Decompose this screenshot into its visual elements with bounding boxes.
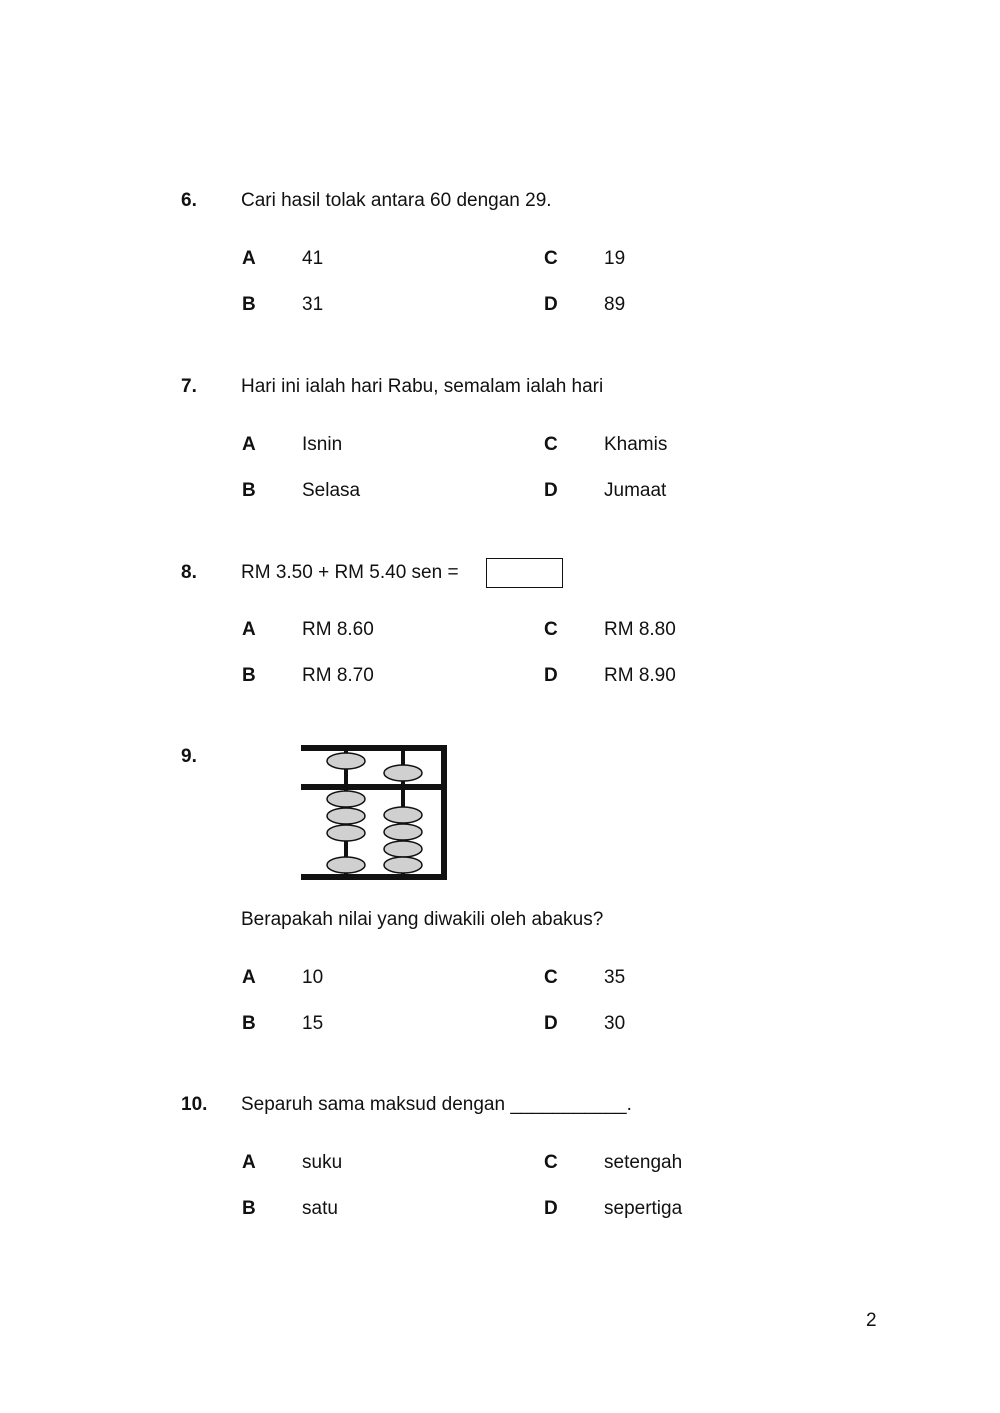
option-value: Jumaat [604,480,667,501]
option-letter: B [242,1198,256,1219]
option-letter: A [242,434,256,455]
abacus-right-bar [441,745,447,880]
option-letter: D [544,665,558,686]
option-letter: D [544,294,558,315]
abacus-middle-bar [301,784,447,790]
option-value: 35 [604,967,626,988]
abacus-beads-ones [384,765,422,873]
option-value: 31 [302,294,324,315]
question-number: 7. [181,376,197,397]
option-letter: B [242,480,256,501]
question-number: 10. [181,1094,208,1115]
abacus-bead [384,807,422,823]
abacus-bead [327,753,365,769]
question-text: Hari ini ialah hari Rabu, semalam ialah hari [241,376,604,397]
option-letter: D [544,1013,558,1034]
option-letter: C [544,967,558,988]
option-value: RM 8.60 [302,619,374,640]
question-number: 6. [181,190,197,211]
option-value: sepertiga [604,1198,683,1219]
option-letter: A [242,248,256,269]
abacus-bead [327,808,365,824]
abacus-bead [384,765,422,781]
option-letter: A [242,619,256,640]
abacus-figure [298,742,454,884]
question-text: RM 3.50 + RM 5.40 sen = [241,562,459,583]
option-letter: B [242,665,256,686]
option-value: 15 [302,1013,324,1034]
option-letter: B [242,1013,256,1034]
option-letter: B [242,294,256,315]
abacus-bead [327,825,365,841]
option-value: RM 8.70 [302,665,374,686]
option-value: suku [302,1152,343,1173]
option-value: Khamis [604,434,668,455]
abacus-top-bar [301,745,447,751]
option-value: 19 [604,248,626,269]
option-value: 30 [604,1013,626,1034]
option-letter: A [242,1152,256,1173]
question-text: Cari hasil tolak antara 60 dengan 29. [241,190,552,211]
option-value: Selasa [302,480,361,501]
question-number: 9. [181,746,197,767]
abacus-bead [327,791,365,807]
option-letter: C [544,248,558,269]
abacus-bead [327,857,365,873]
option-value: RM 8.90 [604,665,676,686]
abacus-bead [384,824,422,840]
page-number: 2 [866,1310,877,1331]
option-letter: C [544,1152,558,1173]
option-value: 10 [302,967,324,988]
option-letter: C [544,434,558,455]
question-number: 8. [181,562,197,583]
option-value: 89 [604,294,626,315]
option-letter: A [242,967,256,988]
question-text: Berapakah nilai yang diwakili oleh abakus? [241,909,604,930]
option-value: Isnin [302,434,343,455]
option-value: satu [302,1198,338,1219]
question-text: Separuh sama maksud dengan ___________. [241,1094,632,1115]
option-letter: D [544,1198,558,1219]
option-value: 41 [302,248,324,269]
option-value: RM 8.80 [604,619,676,640]
abacus-bottom-bar [301,874,447,880]
option-letter: D [544,480,558,501]
abacus-bead [384,857,422,873]
option-letter: C [544,619,558,640]
abacus-bead [384,841,422,857]
option-value: setengah [604,1152,683,1173]
answer-box[interactable] [486,558,563,588]
